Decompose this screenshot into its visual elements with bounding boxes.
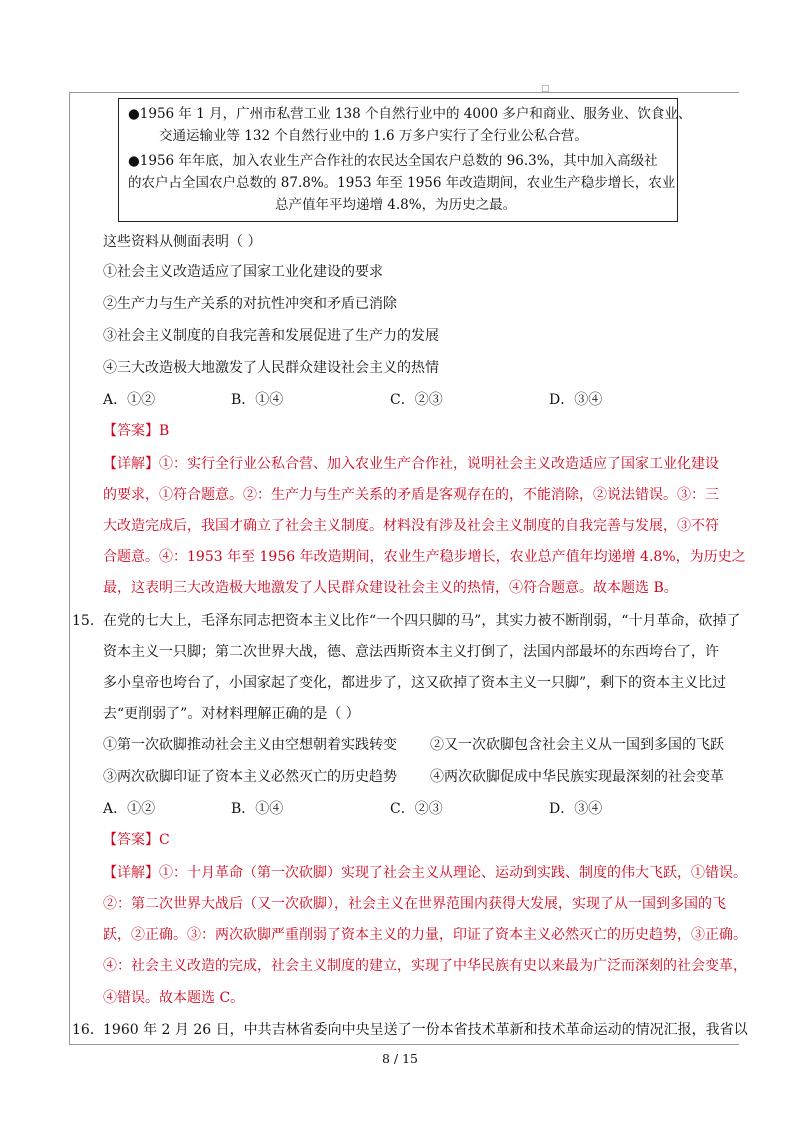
q14-explain-2: 的要求，①符合题意。②：生产力与生产关系的矛盾是客观存在的，不能消除，②说法错误。③：三 — [103, 487, 719, 503]
q14-option-a: A．①② — [103, 392, 156, 408]
q14-explain-1: 【详解】①：实行全行业公私合营、加入农业生产合作社，说明社会主义改造适应了国家工业化建设 — [103, 456, 719, 472]
q15-option-a: A．①② — [103, 801, 156, 817]
q14-explain-4: 合题意。④：1953 年至 1956 年改造期间，农业生产稳步增长，农业总产值年均递增 4.8%，为历史之 — [103, 549, 746, 565]
q15-statement-1: ①第一次砍脚推动社会主义由空想朝着实践转变 — [103, 737, 397, 753]
q15-stem-3: 多小皇帝也垮台了，小国家起了变化，都进步了，这又砍掉了资本主义一只脚”，剩下的资本主义比过 — [103, 675, 727, 691]
q14-explain-3: 大改造完成后，我国才确立了社会主义制度。材料没有涉及社会主义制度的自我完善与发展，③不符 — [103, 518, 719, 534]
material-line-2: 交通运输业等 132 个自然行业中的 1.6 万多户实行了全行业公私合营。 — [159, 128, 588, 144]
material-line-4: 的农户占全国农户总数的 87.8%。1953 年至 1956 年改造期间，农业生产稳步增长，农业 — [128, 175, 676, 191]
header-mark: □ — [541, 84, 550, 94]
q15-explain-3: 跃，②正确。③：两次砍脚严重削弱了资本主义的力量，印证了资本主义必然灭亡的历史趋势，③正确。 — [103, 927, 747, 943]
page-frame-left — [69, 92, 70, 1044]
material-line-5: 总产值年平均递增 4.8%，为历史之最。 — [275, 197, 517, 213]
q15-explain-5: ④错误。故本题选 C。 — [103, 990, 245, 1006]
q14-stem: 这些资料从侧面表明（ ） — [103, 234, 262, 250]
q15-statement-3: ③两次砍脚印证了资本主义必然灭亡的历史趋势 — [103, 769, 397, 785]
page-number: 8 / 15 — [381, 1051, 419, 1066]
q14-statement-2: ②生产力与生产关系的对抗性冲突和矛盾已消除 — [103, 296, 397, 312]
q15-option-c: C．②③ — [390, 801, 443, 817]
q15-stem-4: 去“更削弱了”。对材料理解正确的是（ ） — [103, 706, 360, 722]
q14-option-d: D．③④ — [549, 392, 603, 408]
page-frame-top — [69, 92, 739, 93]
q15-stem-2: 资本主义一只脚；第二次世界大战，德、意法西斯资本主义打倒了，法国内部最坏的东西垮台了，许 — [103, 644, 719, 660]
q15-explain-2: ②：第二次世界大战后（又一次砍脚），社会主义在世界范围内获得大发展，实现了从一国到多国的飞 — [103, 896, 726, 912]
q15-explain-1: 【详解】①：十月革命（第一次砍脚）实现了社会主义从理论、运动到实践、制度的伟大飞跃，①错误。 — [103, 865, 747, 881]
q16-number: 16． — [72, 1022, 104, 1038]
material-line-3: ●1956 年年底，加入农业生产合作社的农民达全国农户总数的 96.3%，其中加入高级社 — [128, 153, 658, 169]
q14-statement-1: ①社会主义改造适应了国家工业化建设的要求 — [103, 264, 383, 280]
q15-option-d: D．③④ — [549, 801, 603, 817]
page-frame-bottom — [69, 1044, 739, 1045]
q15-explain-4: ④：社会主义改造的完成，社会主义制度的建立，实现了中华民族有史以来最为广泛而深刻的社会变革， — [103, 958, 747, 974]
q14-answer: 【答案】B — [103, 423, 170, 439]
q15-number: 15. — [72, 613, 95, 629]
q15-option-b: B．①④ — [231, 801, 284, 817]
q15-stem-1: 在党的七大上，毛泽东同志把资本主义比作“一个四只脚的马”，其实力被不断削弱，“十月革命，砍掉了 — [103, 613, 741, 629]
q14-option-b: B．①④ — [231, 392, 284, 408]
q14-explain-5: 最，这表明三大改造极大地激发了人民群众建设社会主义的热情，④符合题意。故本题选 B。 — [103, 580, 678, 596]
q15-statement-4: ④两次砍脚促成中华民族实现最深刻的社会变革 — [430, 769, 724, 785]
q14-statement-4: ④三大改造极大地激发了人民群众建设社会主义的热情 — [103, 360, 439, 376]
q15-statement-2: ②又一次砍脚包含社会主义从一国到多国的飞跃 — [430, 737, 724, 753]
q14-statement-3: ③社会主义制度的自我完善和发展促进了生产力的发展 — [103, 328, 439, 344]
q14-option-c: C．②③ — [390, 392, 443, 408]
q15-answer: 【答案】C — [103, 832, 170, 848]
q16-stem: 1960 年 2 月 26 日，中共吉林省委向中央呈送了一份本省技术革新和技术革命运动的情况汇报，我省以 — [103, 1022, 748, 1038]
material-line-1: ●1956 年 1 月，广州市私营工业 138 个自然行业中的 4000 多户和商业、服务业、饮食业、 — [128, 106, 692, 122]
